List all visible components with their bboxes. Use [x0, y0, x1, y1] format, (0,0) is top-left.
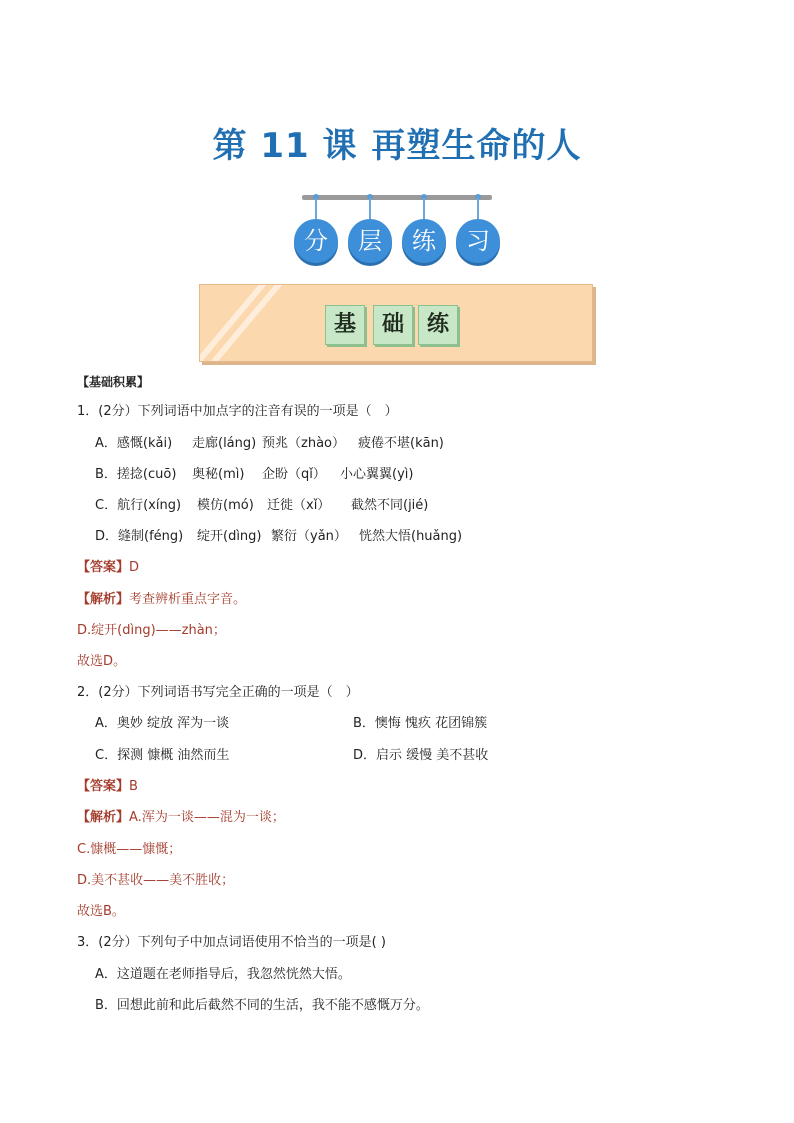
section-tile-chu: 础 — [373, 305, 413, 345]
section-tile-ji: 基 — [325, 305, 365, 345]
q1-option-b: B．搓捻(cuō) 奥秘(mì) 企盼（qǐ） 小心翼翼(yì) — [95, 467, 414, 482]
q1-stem: 1．(2分）下列词语中加点字的注音有误的一项是（ ） — [77, 404, 398, 419]
badge-rail — [302, 195, 492, 200]
q2-analysis: 【解析】A.浑为一谈——混为一谈； — [77, 810, 285, 825]
q1-conclusion: 故选D。 — [77, 654, 127, 669]
section-tile-lian: 练 — [418, 305, 458, 345]
q1-note: D.绽开(dìng)——zhàn； — [77, 623, 226, 638]
q2-note-d: D.美不甚收——美不胜收； — [77, 873, 235, 888]
lesson-number: 第 11 课 — [212, 126, 358, 166]
q2-answer: 【答案】B — [77, 779, 138, 794]
q3-stem: 3．(2分）下列句子中加点词语使用不恰当的一项是( ) — [77, 935, 386, 950]
q3-option-a: A．这道题在老师指导后，我忽然恍然大悟。 — [95, 967, 351, 982]
page-title — [0, 118, 794, 167]
q2-option-b: B．懊悔 愧疚 花团锦簇 — [353, 716, 488, 731]
badge-xi: 习 — [456, 219, 500, 263]
lesson-name: 再塑生命的人 — [371, 126, 582, 166]
badge-lian: 练 — [402, 219, 446, 263]
q3-option-b: B．回想此前和此后截然不同的生活，我不能不感慨万分。 — [95, 998, 429, 1013]
q1-option-d: D．缝制(féng) 绽开(dìng) 繁衍（yǎn） 恍然大悟(huǎng) — [95, 529, 463, 544]
q2-note-c: C.慷概——慷慨； — [77, 842, 182, 857]
q2-option-a: A．奥妙 绽放 浑为一谈 — [95, 716, 230, 731]
section-label: 【基础积累】 — [77, 375, 150, 389]
q2-option-d: D．启示 缓慢 美不甚收 — [353, 748, 489, 763]
q1-option-a: A．感慨(kǎi) 走廊(láng) 预兆（zhào） 疲倦不堪(kān) — [95, 436, 444, 451]
badge-ceng: 层 — [348, 219, 392, 263]
q2-conclusion: 故选B。 — [77, 904, 125, 919]
q2-stem: 2．(2分）下列词语书写完全正确的一项是（ ） — [77, 685, 359, 700]
badge-fen: 分 — [294, 219, 338, 263]
q1-answer: 【答案】D — [77, 560, 140, 575]
q1-analysis: 【解析】考查辨析重点字音。 — [77, 592, 247, 607]
q2-option-c: C．探测 慷概 油然而生 — [95, 748, 230, 763]
q1-option-c: C．航行(xíng) 模仿(mó) 迁徙（xǐ） 截然不同(jié) — [95, 498, 429, 513]
